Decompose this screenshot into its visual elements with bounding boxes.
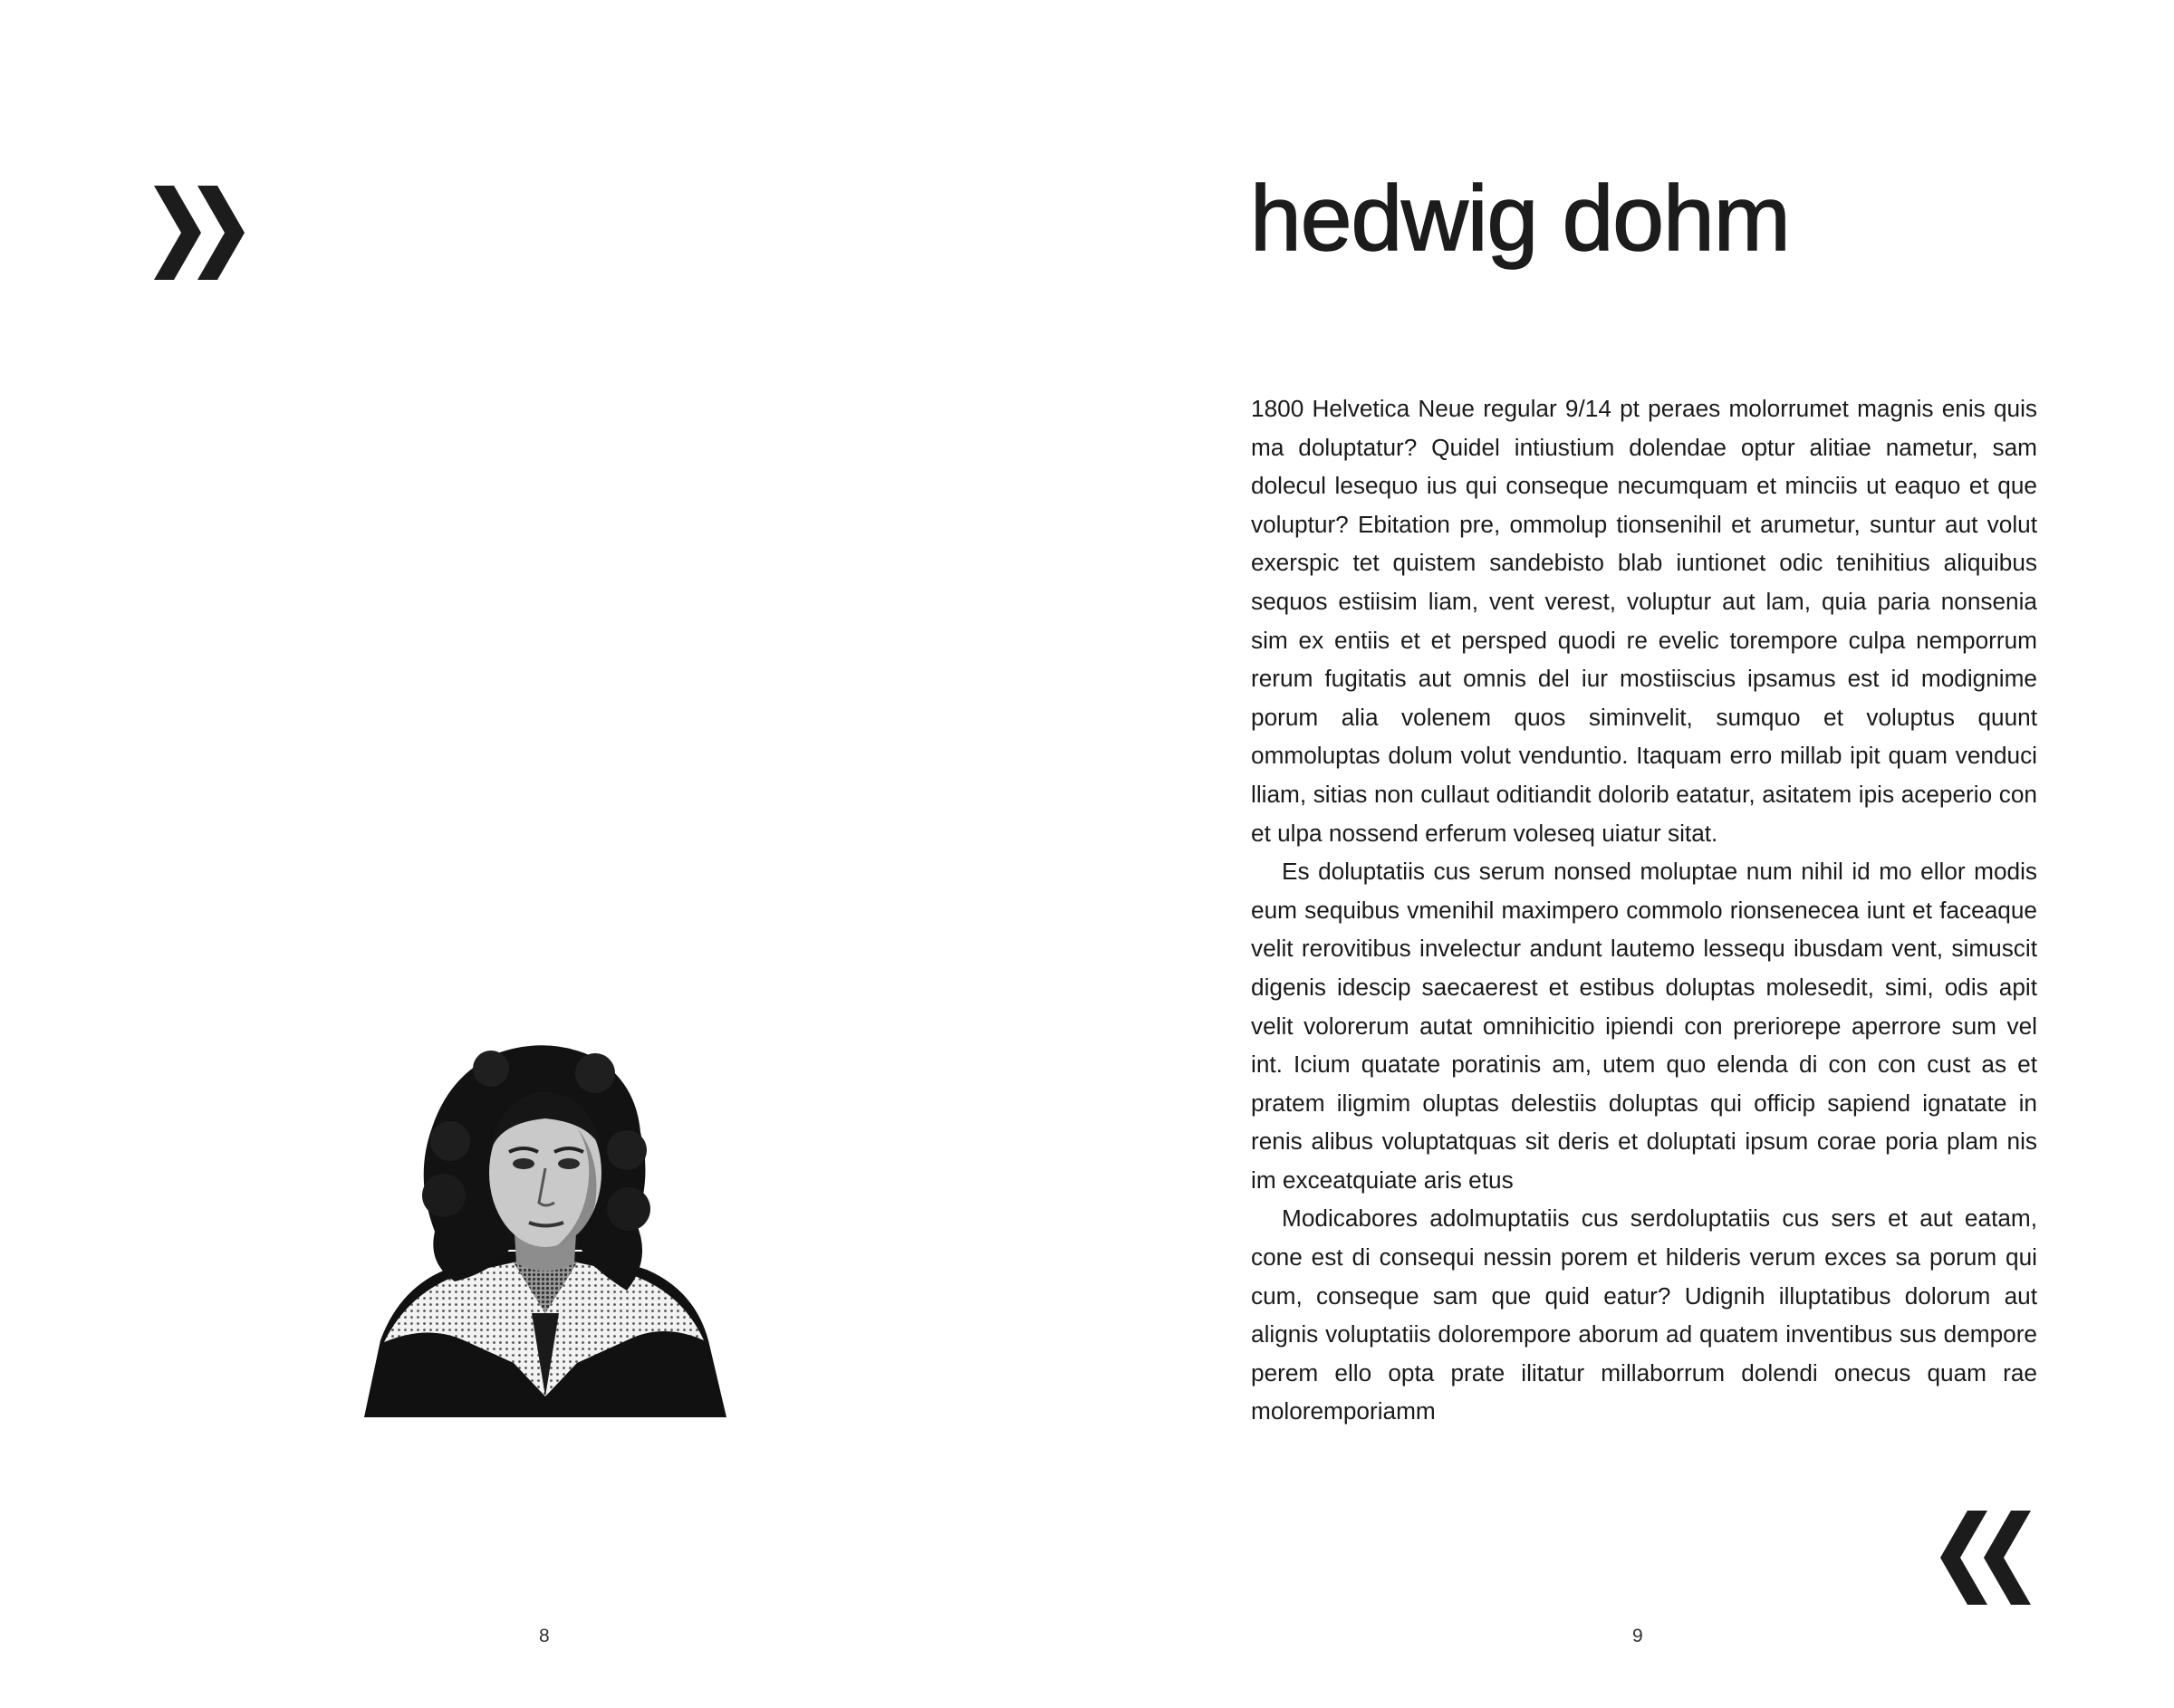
double-chevron-left-icon (1940, 1511, 2031, 1605)
right-page (1087, 0, 2174, 1708)
page-number: 9 (1632, 1626, 1643, 1646)
paragraph: Es doluptatiis cus serum nonsed moluptae num nihil id mo ellor modis eum sequibus vmenihil maximpero commolo rionsenecea iunt et faceaque velit rerovitibus invelectur andunt lautemo lessequ ibusdam vent, simuscit digenis idescip saecaerest et estibus doluptas molesedit, simi, odis apit velit volorerum autat omnihicitio ipiendi con preriorepe aperrore sum vel int. Icium quatate poratinis am, utem quo elenda di con con cust as et pratem iligmim oluptas delestiis doluptas qui officip sapiend ignatate in renis alibus voluptatquas sit deris et doluptati ipsum corae poria plam nis im exceatquiate aris etus (1251, 858, 2037, 1194)
double-chevron-right-icon (154, 186, 245, 280)
page-title: hedwig dohm (1250, 167, 1790, 270)
portrait-image (364, 1041, 726, 1417)
page-number: 8 (539, 1626, 550, 1646)
body-text (1251, 389, 2037, 1431)
paragraph: 1800 Helvetica Neue regular 9/14 pt peraes molorrumet magnis enis quis ma doluptatur? Quidel intiustium dolendae optur alitiae nametur, sam dolecul lesequo ius qui conseque necumquam et minciis ut eaquo et que voluptur? Ebitation pre, ommolup tionsenihil et arumetur, suntur aut volut exerspic tet quistem sandebisto blab iuntionet odic tenihitius aliquibus sequos estiisim liam, vent verest, voluptur aut lam, quia paria nonsenia sim ex entiis et et persped quodi re evelic torempore culpa nemporrum rerum fugitatis aut omnis del iur mostiiscius ipsamus est id modignime porum alia volenem quos siminvelit, sumquo et voluptus quunt ommoluptas dolum volut venduntio. Itaquam erro millab ipit quam venduci lliam, sitias non cullaut oditiandit dolorib eatatur, asitatem ipis aceperio con et ulpa nossend erferum voleseq uiatur sitat. (1251, 395, 2037, 847)
paragraph: Modicabores adolmuptatiis cus serdoluptatiis cus sers et aut eatam, cone est di consequi nessin porem et hilderis verum exces sa porum qui cum, conseque sam que quid eatur? Udignih illuptatibus dolorum aut alignis voluptatiis dolorempore aborum ad quatem inventibus sus dempore perem ello opta prate ilitatur millaborrum dolendi onecus quam rae moloremporiamm (1251, 1204, 2037, 1425)
